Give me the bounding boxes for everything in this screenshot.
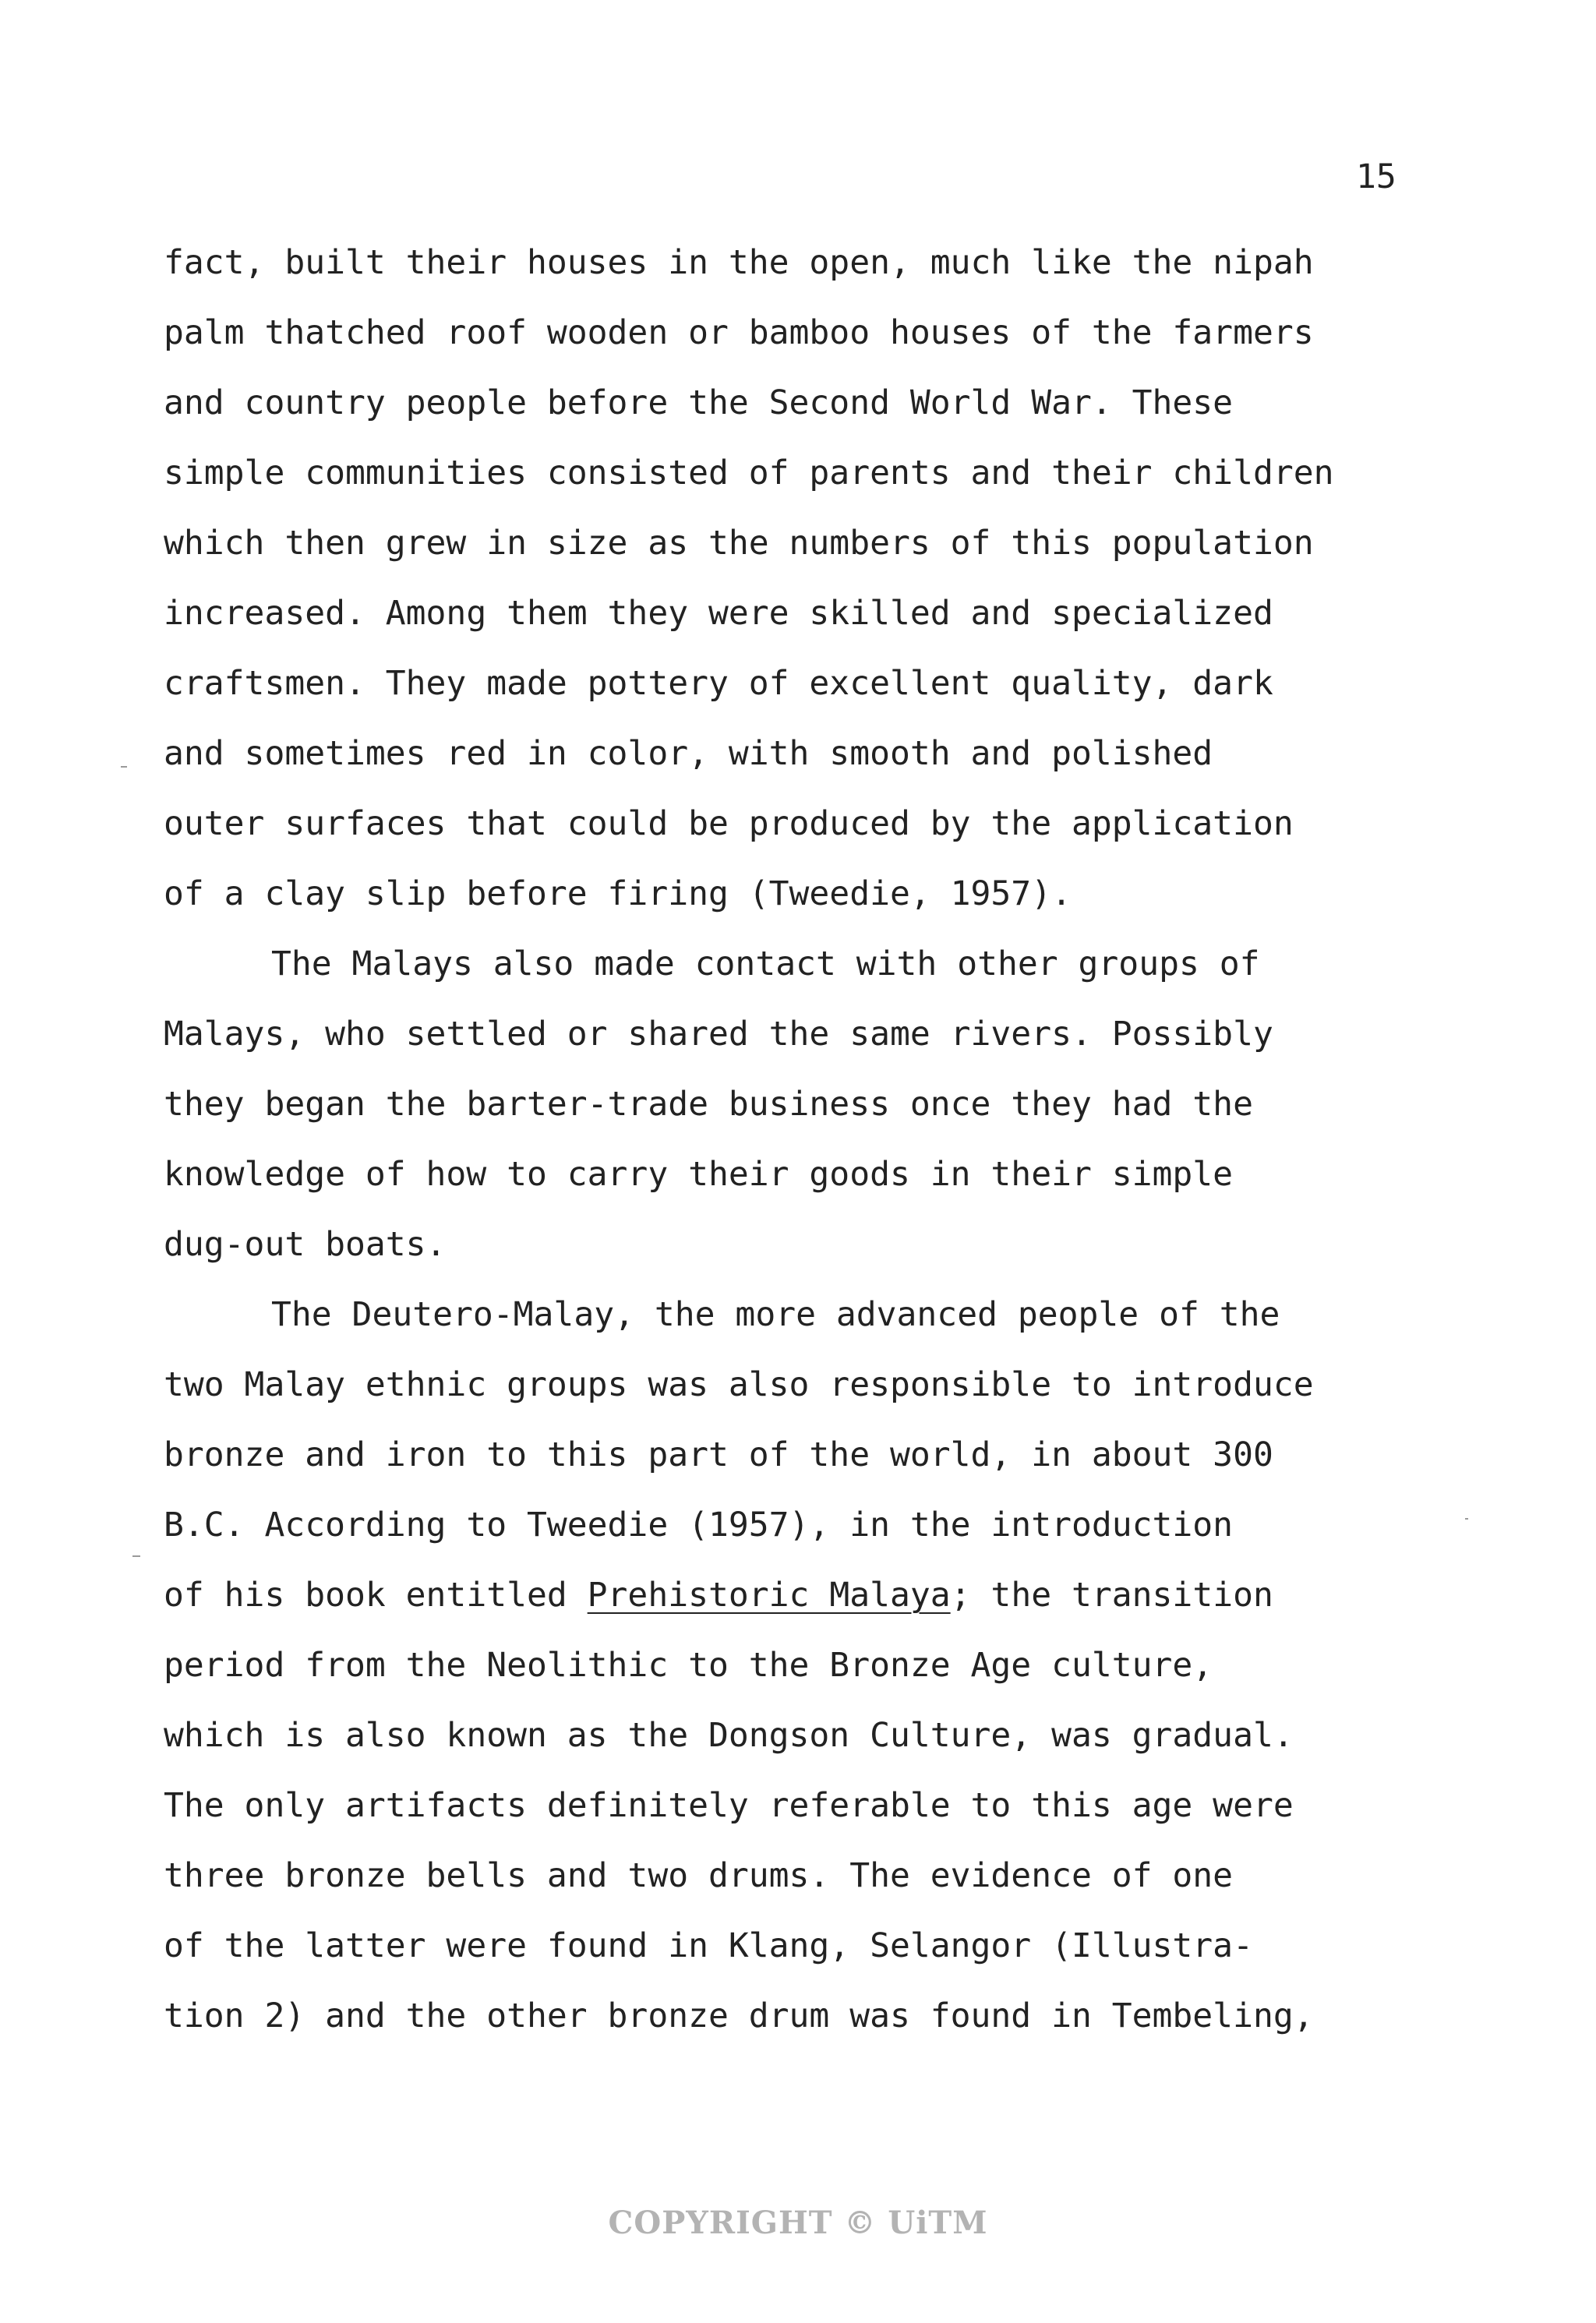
text-line: which is also known as the Dongson Culture, was gradual.: [164, 1716, 1294, 1755]
body-text: [164, 228, 1449, 2051]
text-line: and country people before the Second World War. These: [164, 383, 1234, 422]
text-line: Malays, who settled or shared the same rivers. Possibly: [164, 1015, 1273, 1054]
copyright-watermark: COPYRIGHT © UiTM: [608, 2205, 988, 2241]
text-line: of the latter were found in Klang, Selangor (Illustra-: [164, 1926, 1253, 1965]
paragraph-first-line: [164, 929, 1449, 999]
text-line-with-title: [164, 1560, 1449, 1630]
text-line: craftsmen. They made pottery of excellent quality, dark: [164, 664, 1273, 703]
text-line: increased. Among them they were skilled and specialized: [164, 594, 1273, 633]
text-line-content: The Deutero-Malay, the more advanced people of the: [271, 1295, 1280, 1334]
text-line: knowledge of how to carry their goods in their simple: [164, 1155, 1234, 1194]
text-line: fact, built their houses in the open, much like the nipah: [164, 243, 1314, 282]
text-line: of a clay slip before firing (Tweedie, 1957).: [164, 874, 1072, 913]
text-segment: of his book entitled: [164, 1576, 588, 1615]
text-line: simple communities consisted of parents and their children: [164, 454, 1334, 492]
text-line: B.C. According to Tweedie (1957), in the introduction: [164, 1506, 1234, 1545]
book-title: Prehistoric Malaya: [587, 1576, 951, 1615]
text-line: they began the barter-trade business once they had the: [164, 1085, 1253, 1124]
text-line: two Malay ethnic groups was also responsible to introduce: [164, 1365, 1314, 1404]
text-line: and sometimes red in color, with smooth and polished: [164, 734, 1213, 773]
scan-speck: [132, 1555, 140, 1557]
text-line: tion 2) and the other bronze drum was found in Tembeling,: [164, 1996, 1314, 2035]
text-line: The only artifacts definitely referable to this age were: [164, 1786, 1294, 1825]
text-line: dug-out boats.: [164, 1225, 447, 1264]
text-line: outer surfaces that could be produced by the application: [164, 804, 1294, 843]
text-line: three bronze bells and two drums. The evidence of one: [164, 1856, 1234, 1895]
page-number: 15: [1356, 157, 1396, 196]
text-line: palm thatched roof wooden or bamboo houses of the farmers: [164, 313, 1314, 352]
text-line: which then grew in size as the numbers of this population: [164, 524, 1314, 563]
paragraph-first-line: [164, 1280, 1449, 1350]
scan-speck: [1465, 1518, 1468, 1520]
text-line-content: The Malays also made contact with other groups of: [271, 944, 1260, 983]
text-line: period from the Neolithic to the Bronze Age culture,: [164, 1646, 1213, 1685]
scan-speck: [121, 766, 127, 768]
text-line: bronze and iron to this part of the world, in about 300: [164, 1435, 1273, 1474]
text-segment: ; the transition: [950, 1576, 1273, 1615]
